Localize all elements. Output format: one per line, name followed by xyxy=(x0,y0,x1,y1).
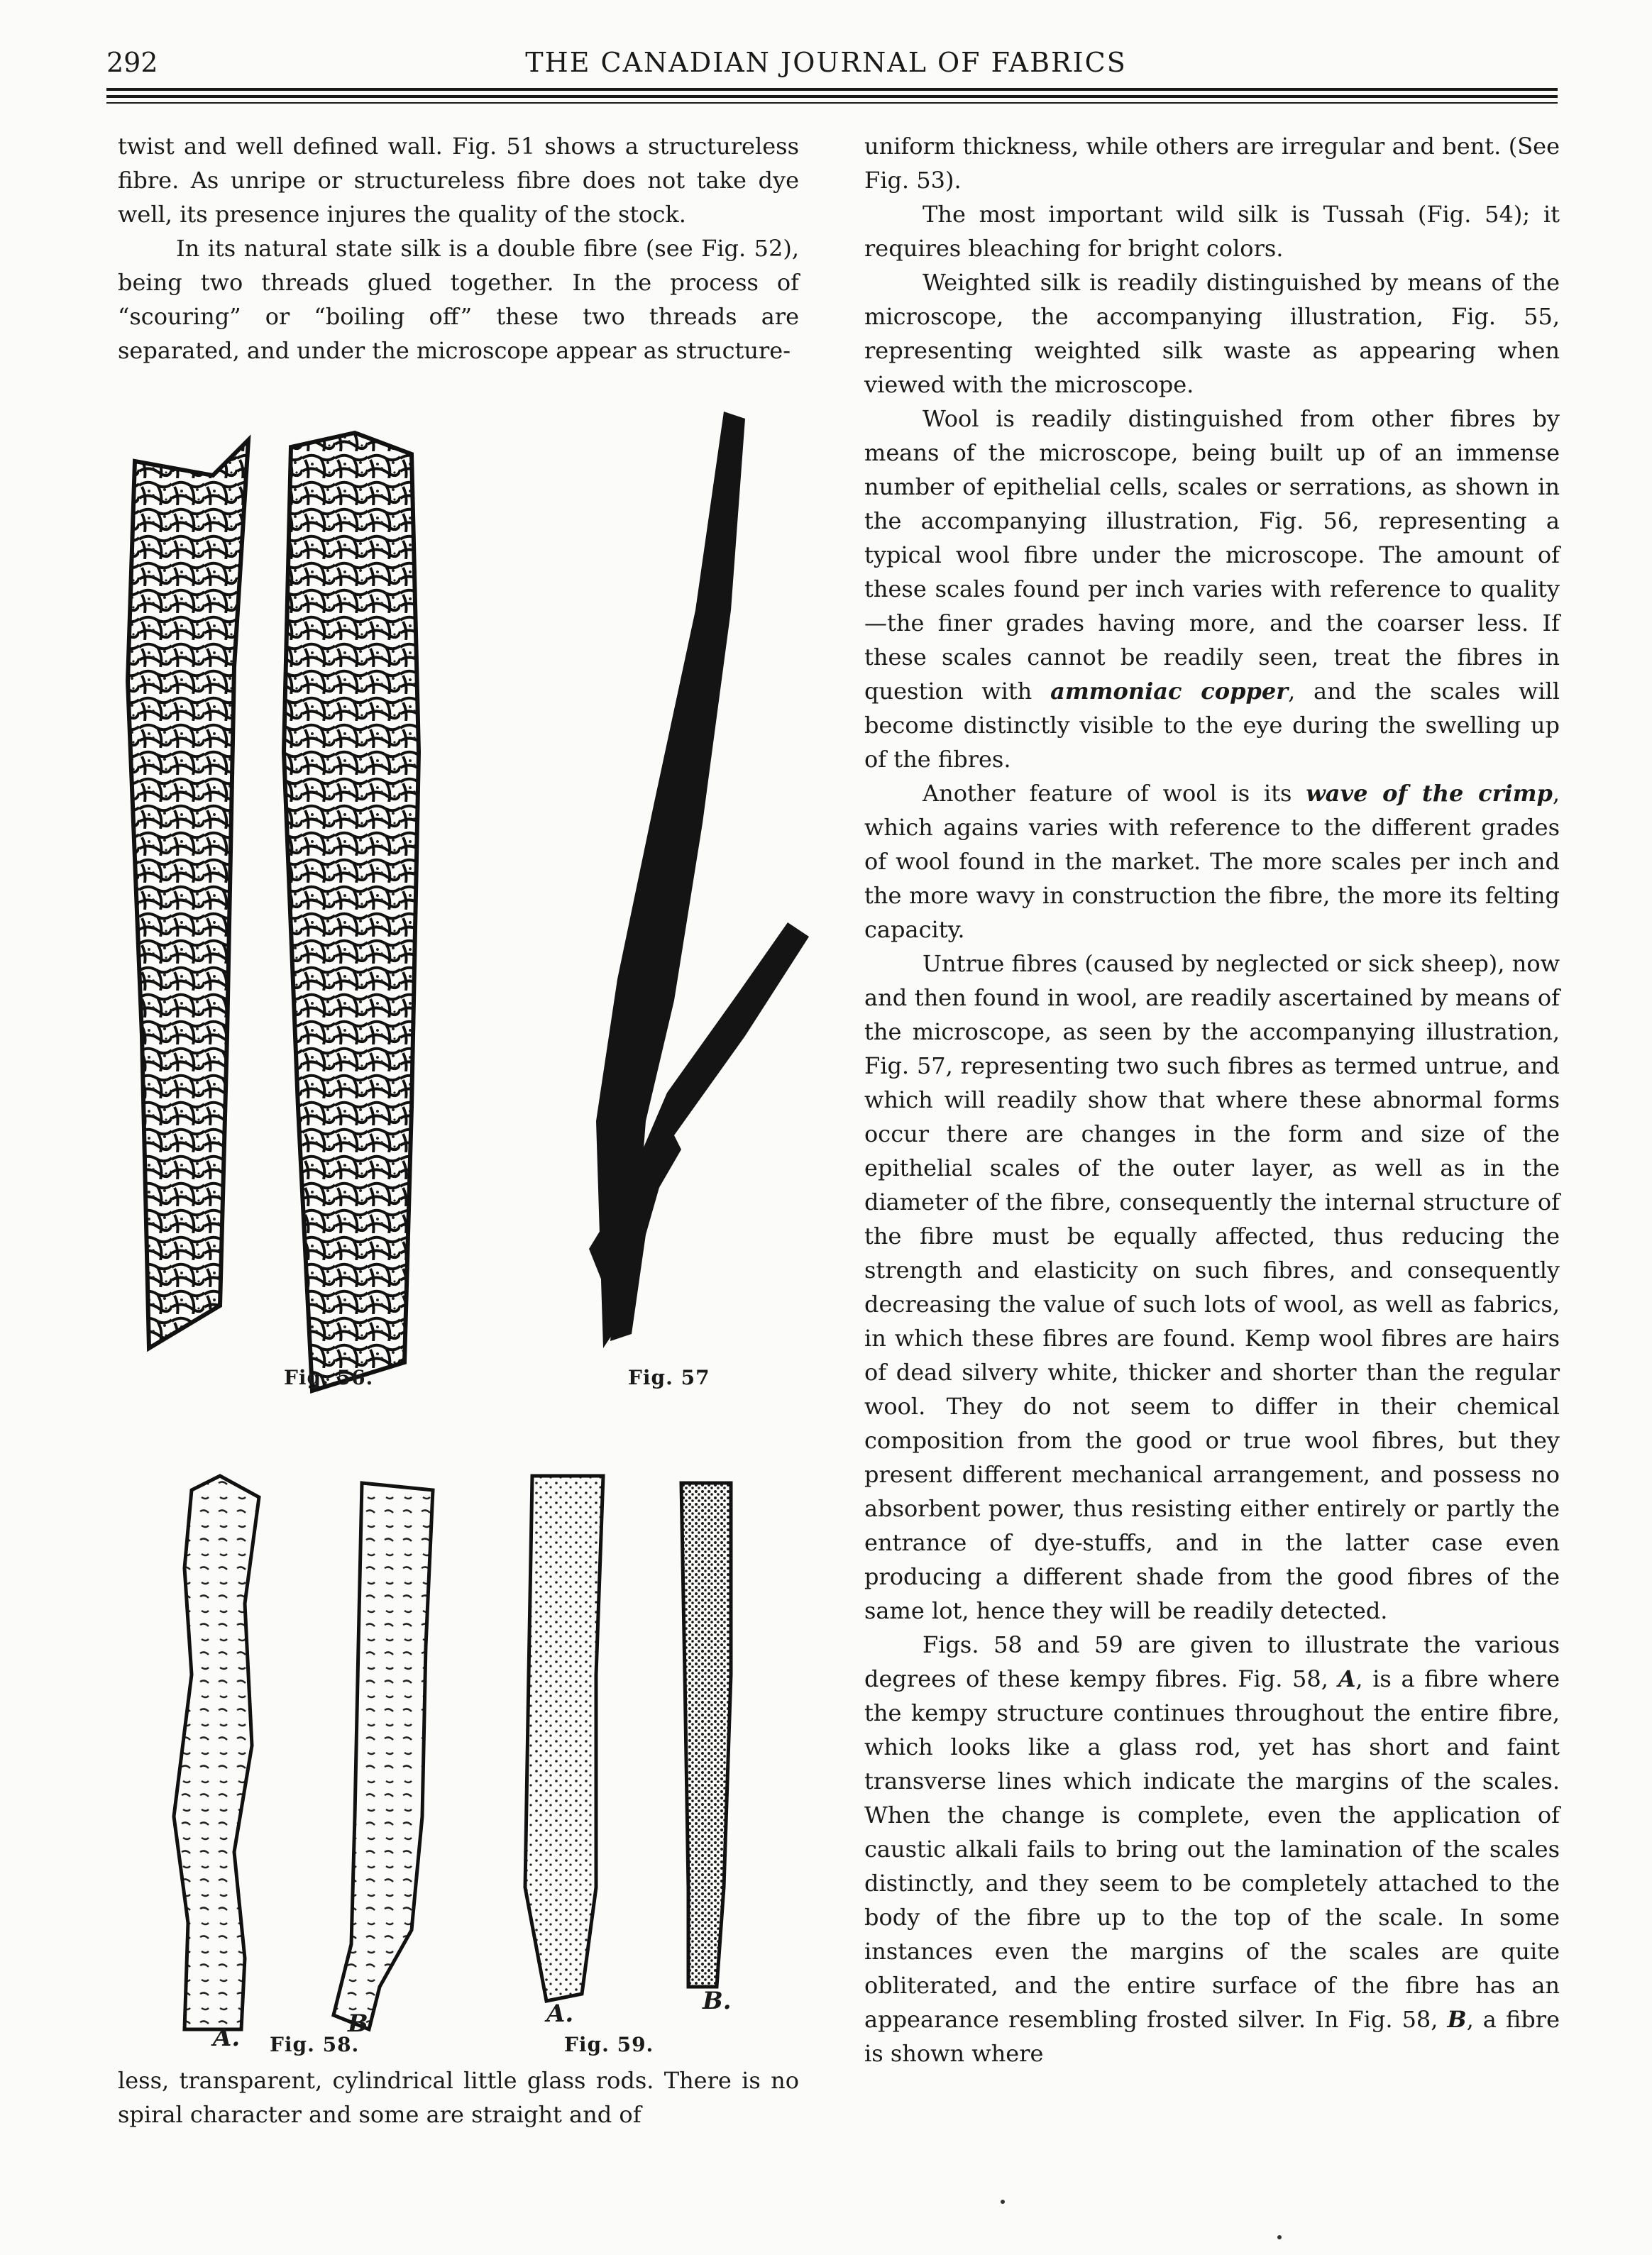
paragraph: Untrue fibres (caused by neglected or sick sheep), now and then found in wool, are readily ascertained by means of the microscope, as seen by the accompanying illustration, Fig. 57, representing two such fibres as termed untrue, and which will readily show that where these abnormal forms occur there are changes in the form and size of the epithelial scales of the outer layer, as well as in the diameter of the fibre, consequently the internal structure of the fibre must be equally affected, thus reducing the strength and elasticity on such fibres, and consequently decreasing the value of such lots of wool, as well as fabrics, in which these fibres are found. Kemp wool fibres are hairs of dead silvery white, thicker and shorter than the regular wool. They do not seem to differ in their chemical composition from the good or true wool fibres, but they present different mechanical arrangement, and possess no absorbent power, thus resisting either entirely or partly the entrance of dye-stuffs, and in the latter case even producing a different shade from the good fibres of the same lot, hence they will be readily detected. xyxy=(864,950,1560,1624)
figure-plate xyxy=(106,397,816,2058)
right-column xyxy=(864,129,1560,2071)
text-run: , which agains varies with reference to the different grades of wool found in the market. The more scales per inch and the more wavy in construction the fibre, the more its felting capacity. xyxy=(864,780,1560,943)
emphasis: ammoniac copper xyxy=(1050,678,1289,705)
figure-illustrations xyxy=(106,397,816,2058)
page-number: 292 xyxy=(106,47,158,78)
fig-59-caption: Fig. 59. xyxy=(564,2033,654,2056)
fig-59-kempy-fibres xyxy=(525,1476,731,2001)
paragraph xyxy=(864,776,1560,947)
fig-59-label-a: A. xyxy=(546,2000,574,2028)
paragraph: Weighted silk is readily distinguished by means of the microscope, the accompanying illustration, Fig. 55, representing weighted silk waste as appearing when viewed with the microscope. xyxy=(864,269,1560,398)
emphasis: B xyxy=(1447,2006,1467,2033)
fig-59-label-b: B. xyxy=(703,1987,732,2015)
fig-58-caption: Fig. 58. xyxy=(270,2033,360,2056)
print-speck xyxy=(1277,2235,1282,2239)
header-rule xyxy=(106,95,1558,98)
paragraph xyxy=(864,402,1560,776)
paragraph: uniform thickness, while others are irregular and bent. (See Fig. 53). xyxy=(864,133,1560,194)
left-column-bottom xyxy=(118,2063,799,2132)
page-header xyxy=(0,0,1652,106)
fig-58-kempy-fibres xyxy=(174,1476,433,2029)
text-run: Wool is readily distinguished from other fibres by means of the microscope, being built up of an immense number of epithelial cells, scales or serrations, as shown in the accompanying illustration, Fig. 56, representing a typical wool fibre under the microscope. The amount of these scales found per inch varies with reference to quality—the finer grades having more, and the coarser less. If these scales cannot be readily seen, treat the fibres in question with xyxy=(864,405,1560,705)
paragraph: The most important wild silk is Tussah (Fig. 54); it requires bleaching for bright colors. xyxy=(864,201,1560,262)
fig-57-caption: Fig. 57 xyxy=(628,1366,710,1389)
header-rule xyxy=(106,102,1558,104)
left-column-top xyxy=(118,129,799,368)
fig-57-untrue-fibres xyxy=(589,412,809,1348)
paragraph xyxy=(864,1628,1560,2071)
text-run: , is a fibre where the kempy structure continues throughout the entire fibre, which looks like a glass rod, yet has short and faint transverse lines which indicate the margins of the scales. When the change is complete, even the application of caustic alkali fails to bring out the lamination of the scales distinctly, and they seem to be completely attached to the body of the fibre up to the top of the scale. In some instances even the margins of the scales are quite obliterated, and the entire surface of the fibre has an appearance resembling frosted silver. In Fig. 58, xyxy=(864,1665,1560,2033)
fig-58-label-a: A. xyxy=(213,2024,241,2052)
text-run: Another feature of wool is its xyxy=(923,780,1306,807)
paragraph: less, transparent, cylindrical little glass rods. There is no spiral character and some are straight and of xyxy=(118,2067,799,2128)
text-run: , a fibre is shown where xyxy=(864,2006,1560,2067)
print-speck xyxy=(1001,2200,1005,2204)
paragraph: In its natural state silk is a double fibre (see Fig. 52), being two threads glued together. In the process of “scouring” or “boiling off” these two threads are separated, and under the microscope appear as structure- xyxy=(118,235,799,364)
running-head: THE CANADIAN JOURNAL OF FABRICS xyxy=(525,47,1127,78)
fig-56-wool-fibres xyxy=(128,433,419,1391)
text-run: , and the scales will become distinctly visible to the eye during the swelling up of the fibres. xyxy=(864,678,1560,773)
fig-58-label-b: B xyxy=(348,2009,368,2038)
header-rule xyxy=(106,88,1558,91)
paragraph: twist and well defined wall. Fig. 51 shows a structureless fibre. As unripe or structureless fibre does not take dye well, its presence injures the quality of the stock. xyxy=(118,133,799,228)
fig-56-caption: Fig. 56. xyxy=(284,1366,374,1389)
emphasis: wave of the crimp xyxy=(1306,780,1553,807)
text-run: Figs. 58 and 59 are given to illustrate the various degrees of these kempy fibres. Fig. 58, xyxy=(864,1631,1560,1692)
emphasis: A xyxy=(1338,1665,1356,1692)
